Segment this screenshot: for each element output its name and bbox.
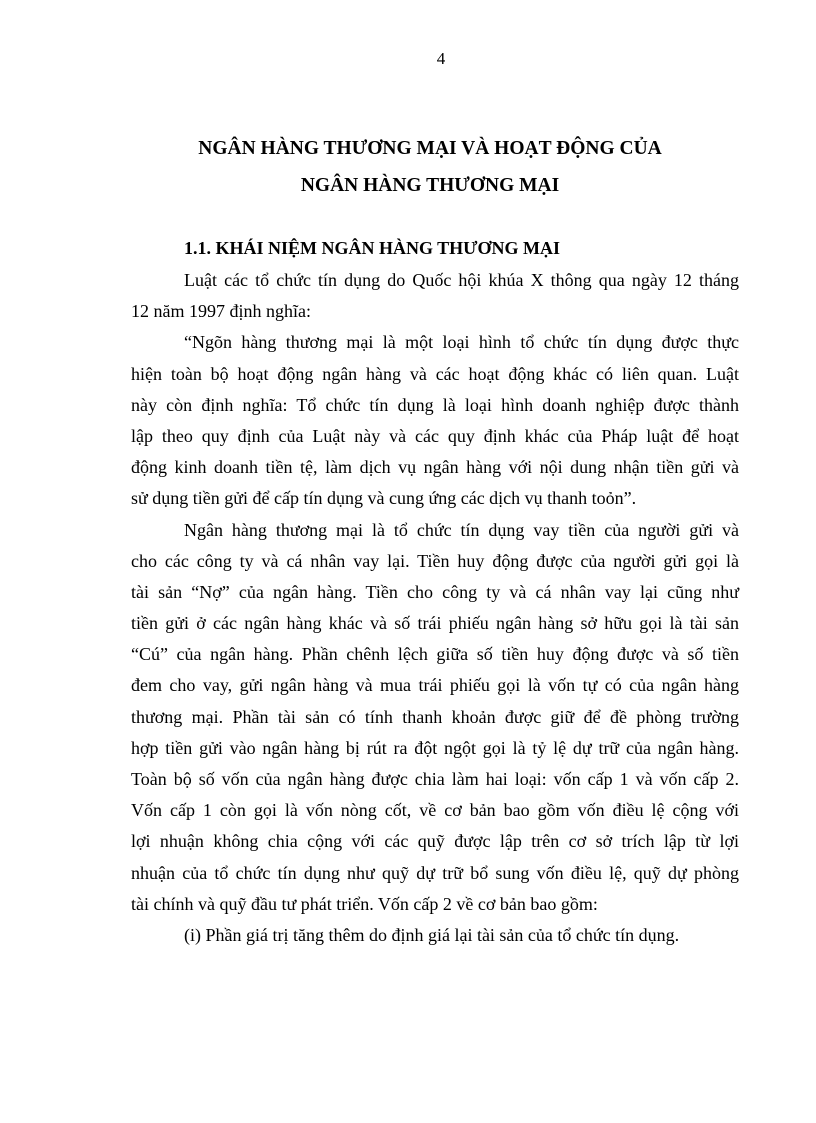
text-line: (i) Phần giá trị tăng thêm do định giá lại tài sản của tổ chức tín dụng.	[184, 924, 680, 945]
body-text	[131, 265, 739, 951]
text-line: đem cho vay, gửi ngân hàng và mua trái phiếu gọi là vốn tự có của ngân hàng	[131, 675, 739, 696]
text-line: “Ngõn hàng thương mại là một loại hình tổ chức tín dụng được thực	[184, 332, 739, 353]
text-line: thương mại. Phần tài sản có tính thanh khoản được giữ để đề phòng trường	[131, 706, 739, 727]
text-line: Ngân hàng thương mại là tổ chức tín dụng vay tiền của người gửi và	[184, 519, 739, 540]
text-line: hợp tiền gửi vào ngân hàng bị rút ra đột ngột gọi là tỷ lệ dự trữ của ngân hàng.	[131, 737, 739, 758]
text-line: nhuận của tổ chức tín dụng như quỹ dự trữ bổ sung vốn điều lệ, quỹ dự phòng	[131, 862, 739, 883]
text-line: “Cú” của ngân hàng. Phần chênh lệch giữa số tiền huy động được và số tiền	[131, 644, 739, 665]
section-heading: 1.1. KHÁI NIỆM NGÂN HÀNG THƯƠNG MẠI	[184, 238, 561, 258]
title-line-1: NGÂN HÀNG THƯƠNG MẠI VÀ HOẠT ĐỘNG CỦA	[198, 138, 662, 159]
text-line: Toàn bộ số vốn của ngân hàng được chia làm hai loại: vốn cấp 1 và vốn cấp 2.	[131, 769, 739, 789]
title-line-2: NGÂN HÀNG THƯƠNG MẠI	[300, 175, 560, 196]
text-line: động kinh doanh tiền tệ, làm dịch vụ ngân hàng với nội dung nhận tiền gửi và	[131, 457, 739, 478]
text-line: lợi nhuận không chia cộng với các quỹ được lập trên cơ sở trích lập từ lợi	[131, 831, 739, 852]
text-line: tài sản “Nợ” của ngân hàng. Tiền cho công ty và cá nhân vay lại cũng như	[131, 581, 739, 602]
text-line: này còn định nghĩa: Tổ chức tín dụng là loại hình doanh nghiệp được thành	[131, 394, 739, 415]
text-line: sử dụng tiền gửi để cấp tín dụng và cung ứng các dịch vụ thanh toỏn”.	[131, 488, 637, 509]
page-title	[120, 130, 740, 204]
text-line: lập theo quy định của Luật này và các quy định khác của Pháp luật để hoạt	[131, 425, 739, 446]
text-line: Vốn cấp 1 còn gọi là vốn nòng cốt, về cơ bản bao gồm vốn điều lệ cộng với	[131, 800, 739, 821]
text-line: 12 năm 1997 định nghĩa:	[131, 301, 311, 322]
page-number: 4	[436, 49, 446, 68]
text-line: tiền gửi ở các ngân hàng khác và số trái phiếu ngân hàng sở hữu gọi là tài sản	[131, 613, 739, 634]
text-line: hiện toàn bộ hoạt động ngân hàng và các hoạt động khác có liên quan. Luật	[131, 363, 739, 384]
text-line: Luật các tổ chức tín dụng do Quốc hội khúa X thông qua ngày 12 tháng	[184, 270, 739, 290]
text-line: cho các công ty và cá nhân vay lại. Tiền huy động được của người gửi gọi là	[131, 550, 739, 571]
text-line: tài chính và quỹ đầu tư phát triển. Vốn cấp 2 về cơ bản bao gồm:	[131, 893, 598, 914]
